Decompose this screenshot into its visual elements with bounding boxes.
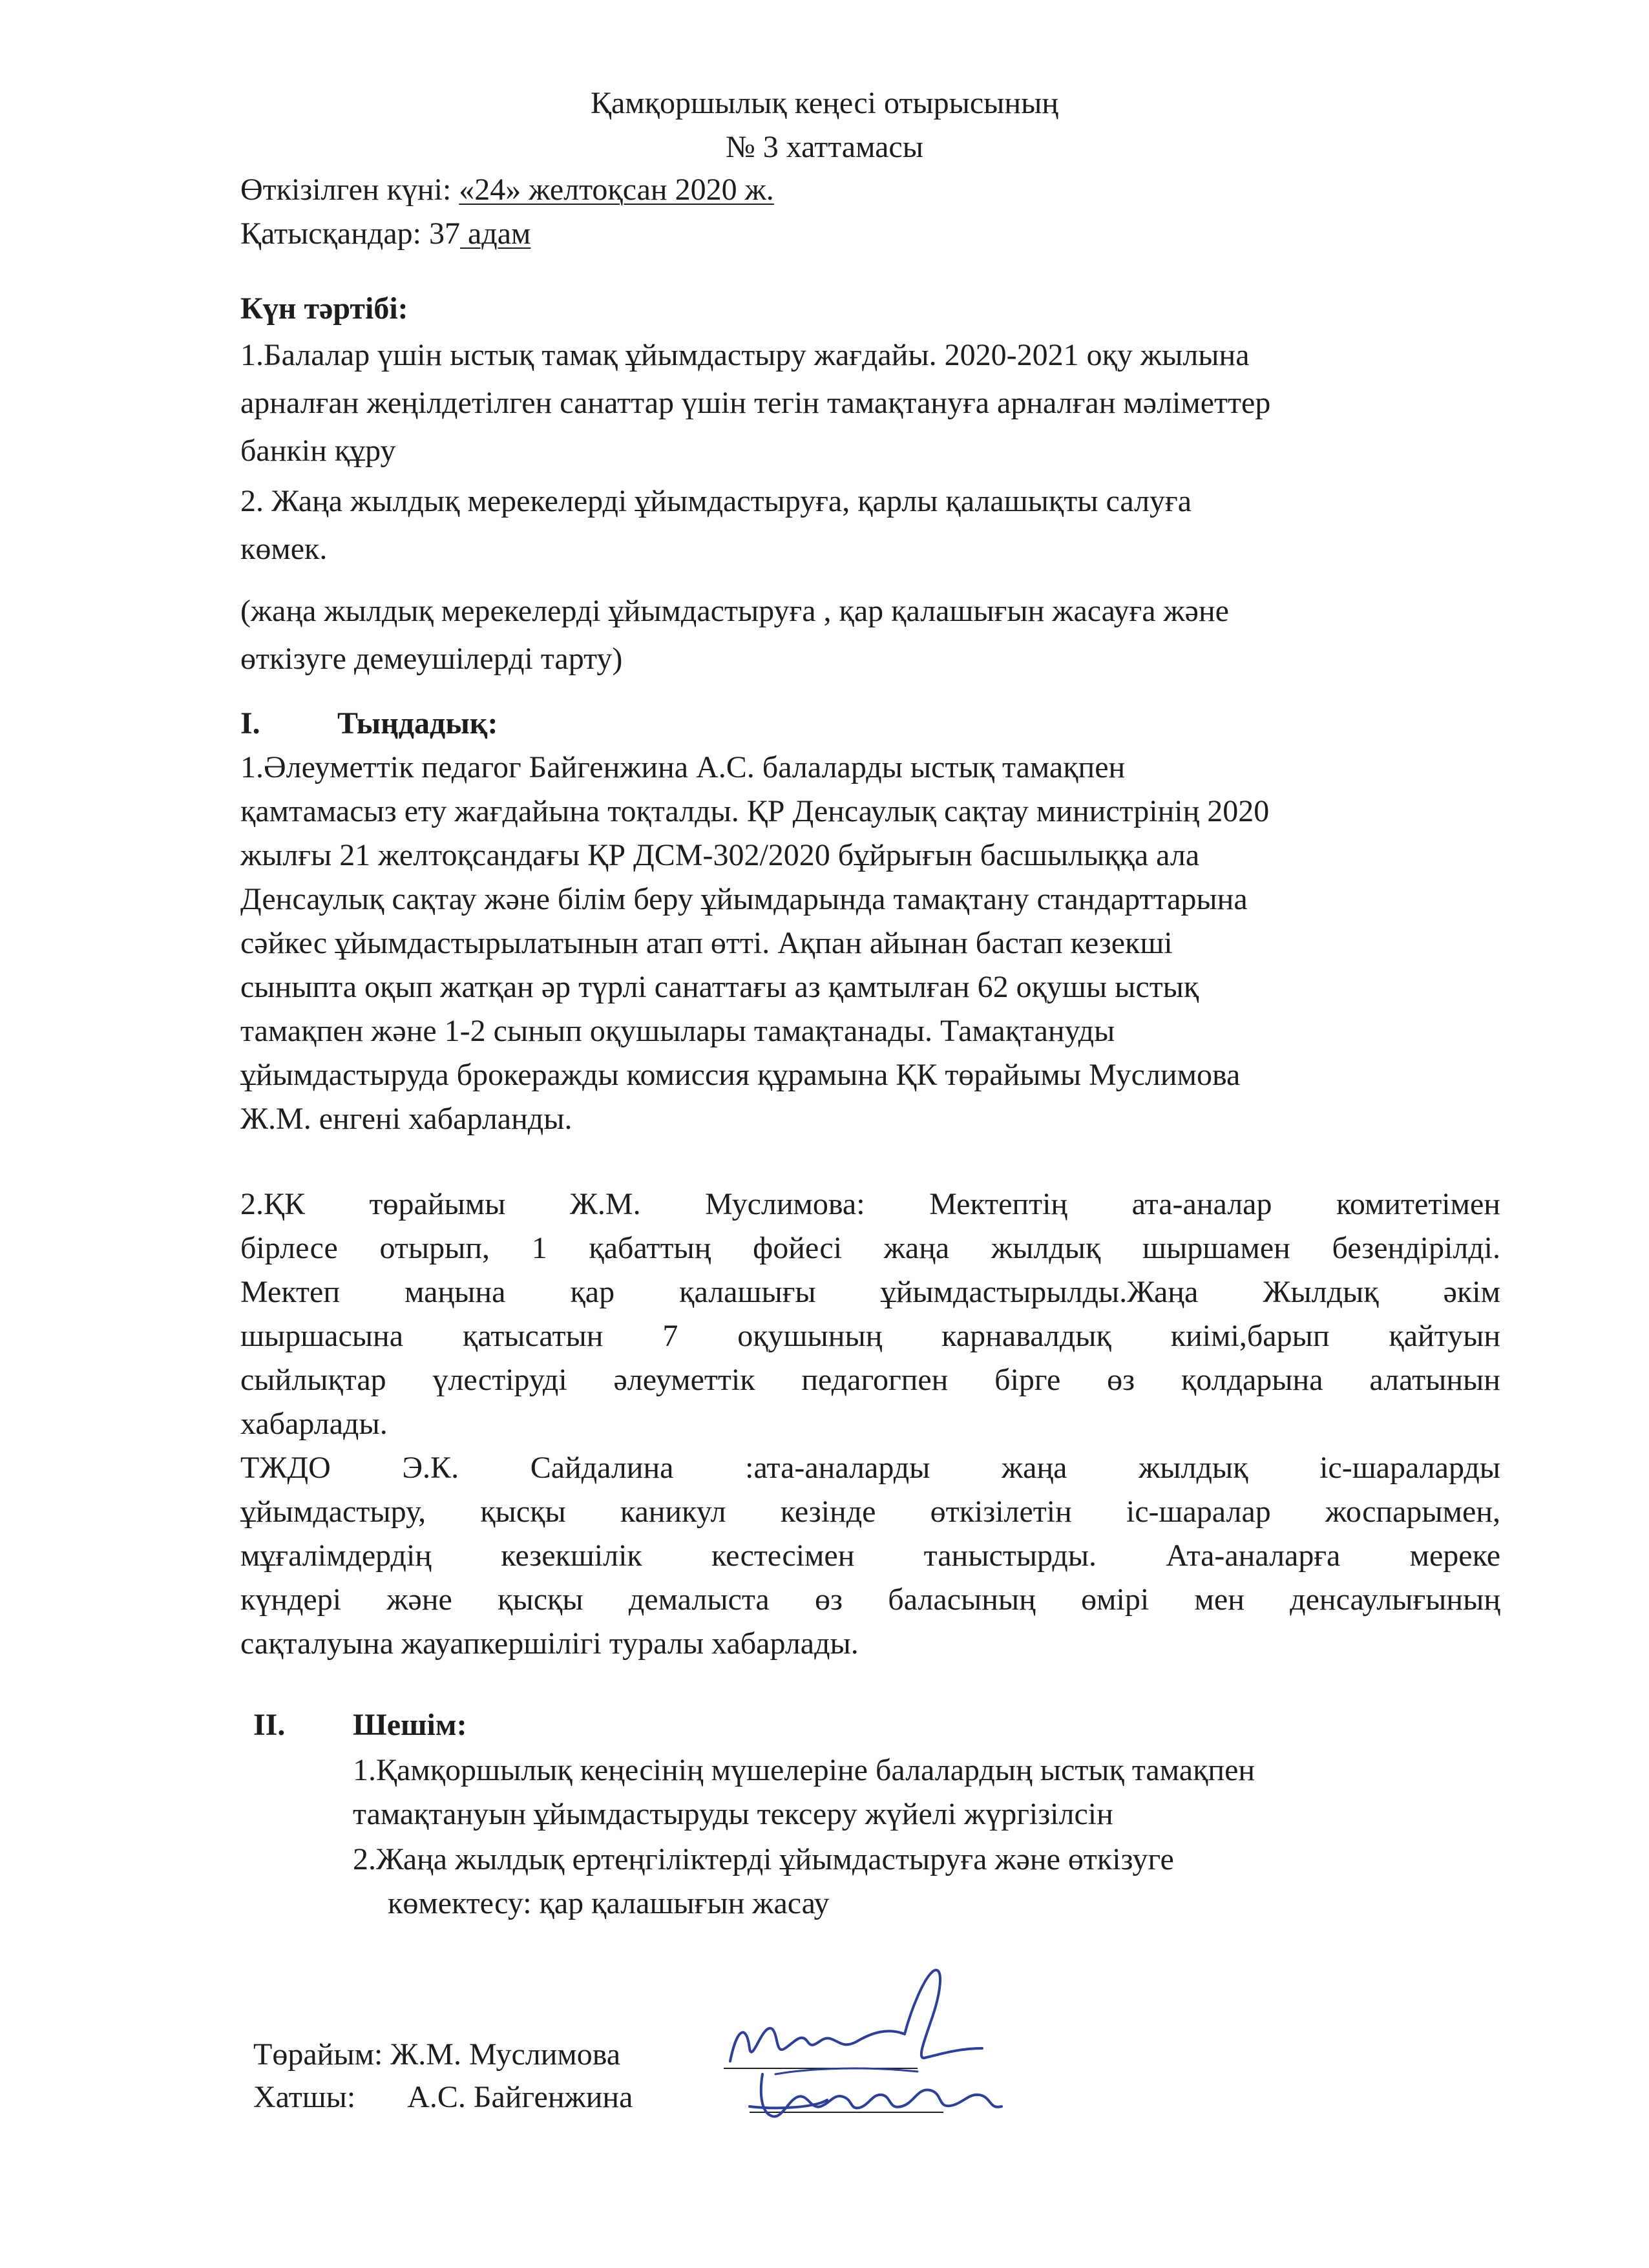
- section1-text-line: сыйлықтар үлестіруді әлеуметтік педагогпен бірге өз қолдарына алатынын: [240, 1363, 1500, 1397]
- document-title: Қамқоршылық кеңесі отырысының: [590, 86, 1059, 120]
- section1-text-line: сыныпта оқып жатқан әр түрлі санаттағы аз қамтылған 62 оқушы ыстық: [240, 970, 1199, 1004]
- section1-text-line: бірлесе отырып, 1 қабаттың фойесі жаңа жылдық шыршамен безендірілді.: [240, 1231, 1500, 1265]
- section1-number: I.: [240, 706, 260, 740]
- section1-text-line: Денсаулық сақтау және білім беру ұйымдарында тамақтану стандарттарына: [240, 882, 1248, 916]
- section1-text-line: 1.Әлеуметтік педагог Байгенжина А.С. балаларды ыстық тамақпен: [240, 750, 1126, 784]
- section1-text-line: ұйымдастыру, қысқы каникул кезінде өткізілетін іс-шаралар жоспарымен,: [240, 1495, 1500, 1529]
- section2-heading: Шешім:: [353, 1708, 467, 1742]
- participants: [240, 213, 530, 255]
- decision-line: 2.Жаңа жылдық ертеңгіліктерді ұйымдастыруға және өткізуге: [353, 1842, 1174, 1876]
- section2-number: II.: [253, 1708, 286, 1742]
- agenda-line: арналған жеңілдетілген санаттар үшін тегін тамақтануға арналған мәліметтер: [240, 386, 1271, 420]
- section1-text-line: 2.ҚК төрайымы Ж.М. Муслимова: Мектептің ата-аналар комитетімен: [240, 1187, 1500, 1221]
- section1-text-line: хабарлады.: [240, 1407, 388, 1441]
- section1-text-line: Мектеп маңына қар қалашығы ұйымдастырылды.Жаңа Жылдық әкім: [240, 1275, 1500, 1309]
- chair-signature-label: Төрайым: Ж.М. Муслимова: [253, 2037, 621, 2072]
- agenda-line: көмек.: [240, 532, 328, 566]
- date-label: Өткізілген күні:: [240, 173, 459, 207]
- secretary-name: А.С. Байгенжина: [407, 2080, 633, 2114]
- participants-value: адам: [459, 216, 531, 251]
- agenda-note: өткізуге демеушілерді тарту): [240, 642, 623, 676]
- secretary-label: Хатшы:: [253, 2080, 356, 2114]
- meeting-date: [240, 169, 774, 211]
- protocol-number: № 3 хаттамасы: [726, 130, 923, 164]
- secretary-signature-label: [253, 2077, 633, 2118]
- agenda-note: (жаңа жылдық мерекелерді ұйымдастыруға , қар қалашығын жасауға және: [240, 594, 1229, 628]
- section1-text-line: жылғы 21 желтоқсандағы ҚР ДСМ-302/2020 бұйрығын басшылыққа ала: [240, 838, 1200, 872]
- section1-text-line: сақталуына жауапкершілігі туралы хабарлады.: [240, 1626, 859, 1661]
- section1-text-line: шыршасына қатысатын 7 оқушының карнавалдық киімі,барып қайтуын: [240, 1319, 1500, 1353]
- agenda-heading: Күн тәртібі:: [240, 291, 408, 326]
- section1-text-line: мұғалімдердің кезекшілік кестесімен таныстырды. Ата-аналарға мереке: [240, 1538, 1500, 1573]
- agenda-line: 1.Балалар үшін ыстық тамақ ұйымдастыру жағдайы. 2020-2021 оқу жылына: [240, 338, 1250, 372]
- participants-label: Қатысқандар: 37: [240, 216, 460, 251]
- section1-text-line: тамақпен және 1-2 сынып оқушылары тамақтанады. Тамақтануды: [240, 1014, 1115, 1048]
- section1-text-line: Ж.М. енгені хабарланды.: [240, 1102, 572, 1136]
- agenda-line: банкін құру: [240, 434, 396, 468]
- section1-text-line: қамтамасыз ету жағдайына тоқталды. ҚР Денсаулық сақтау министрінің 2020: [240, 794, 1270, 828]
- section1-text-line: ТЖДО Э.К. Сайдалина :ата-аналарды жаңа жылдық іс-шараларды: [240, 1451, 1500, 1485]
- decision-line: көмектесу: қар қалашығын жасау: [388, 1886, 830, 1920]
- section1-heading: Тыңдадық:: [337, 706, 498, 740]
- agenda-line: 2. Жаңа жылдық мерекелерді ұйымдастыруға, қарлы қалашықты салуға: [240, 484, 1192, 518]
- decision-line: тамақтануын ұйымдастыруды тексеру жүйелі жүргізілсін: [353, 1797, 1113, 1831]
- section1-text-line: ұйымдастыруда брокеражды комиссия құрамына ҚК төрайымы Муслимова: [240, 1058, 1241, 1092]
- date-value: «24» желтоқсан 2020 ж.: [459, 173, 774, 207]
- secretary-signature-drawing: [737, 2048, 1008, 2139]
- section1-text-line: күндері және қысқы демалыста өз баласының өмірі мен денсаулығының: [240, 1582, 1500, 1617]
- decision-line: 1.Қамқоршылық кеңесінің мүшелеріне балалардың ыстық тамақпен: [353, 1753, 1255, 1787]
- section1-text-line: сәйкес ұйымдастырылатынын атап өтті. Ақпан айынан бастап кезекші: [240, 926, 1173, 960]
